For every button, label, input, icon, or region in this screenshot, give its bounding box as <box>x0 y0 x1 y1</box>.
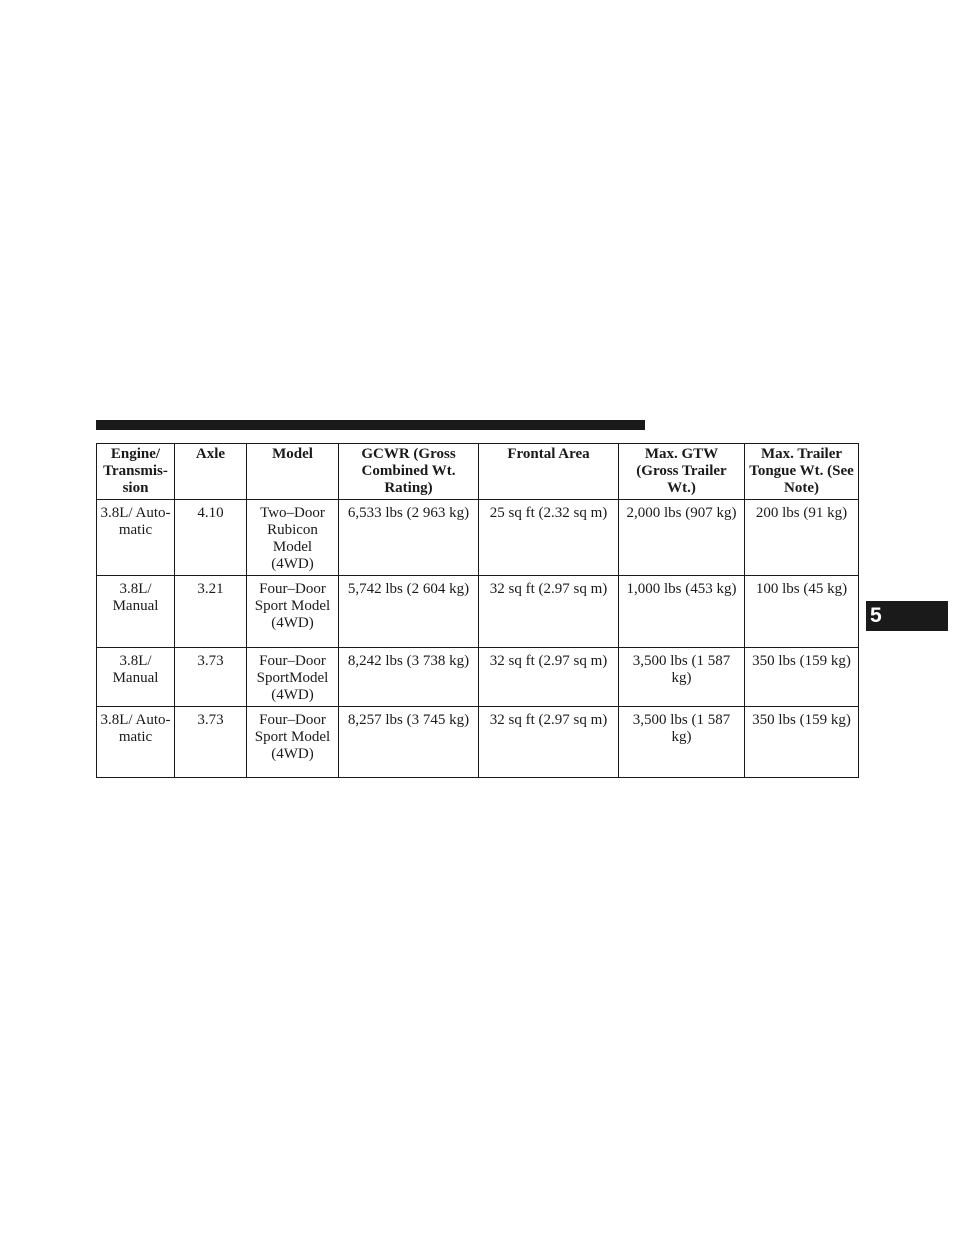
cell-gcwr: 6,533 lbs (2 963 kg) <box>339 500 479 576</box>
table-row <box>97 707 859 778</box>
cell-gcwr: 5,742 lbs (2 604 kg) <box>339 576 479 648</box>
header-gcwr: GCWR (Gross Combined Wt. Rating) <box>339 444 479 500</box>
cell-tongue-weight: 350 lbs (159 kg) <box>745 707 859 778</box>
cell-axle: 4.10 <box>175 500 247 576</box>
cell-axle: 3.73 <box>175 648 247 707</box>
cell-tongue-weight: 350 lbs (159 kg) <box>745 648 859 707</box>
cell-axle: 3.73 <box>175 707 247 778</box>
header-frontal-area: Frontal Area <box>479 444 619 500</box>
cell-gcwr: 8,257 lbs (3 745 kg) <box>339 707 479 778</box>
cell-engine: 3.8L/ Auto- matic <box>97 707 175 778</box>
cell-max-gtw: 3,500 lbs (1 587 kg) <box>619 648 745 707</box>
cell-model: Four–Door Sport Model (4WD) <box>247 707 339 778</box>
cell-frontal-area: 32 sq ft (2.97 sq m) <box>479 648 619 707</box>
cell-axle: 3.21 <box>175 576 247 648</box>
cell-engine: 3.8L/ Manual <box>97 648 175 707</box>
header-max-tongue-weight: Max. Trailer Tongue Wt. (See Note) <box>745 444 859 500</box>
cell-frontal-area: 32 sq ft (2.97 sq m) <box>479 707 619 778</box>
cell-model: Four–Door Sport Model (4WD) <box>247 576 339 648</box>
cell-tongue-weight: 200 lbs (91 kg) <box>745 500 859 576</box>
cell-tongue-weight: 100 lbs (45 kg) <box>745 576 859 648</box>
chapter-number: 5 <box>870 604 882 627</box>
header-model: Model <box>247 444 339 500</box>
cell-model: Two–Door Rubicon Model (4WD) <box>247 500 339 576</box>
header-axle: Axle <box>175 444 247 500</box>
cell-engine: 3.8L/ Auto- matic <box>97 500 175 576</box>
table-row <box>97 576 859 648</box>
cell-frontal-area: 32 sq ft (2.97 sq m) <box>479 576 619 648</box>
cell-max-gtw: 3,500 lbs (1 587 kg) <box>619 707 745 778</box>
cell-model: Four–Door SportModel (4WD) <box>247 648 339 707</box>
cell-max-gtw: 1,000 lbs (453 kg) <box>619 576 745 648</box>
table-row <box>97 648 859 707</box>
cell-gcwr: 8,242 lbs (3 738 kg) <box>339 648 479 707</box>
cell-max-gtw: 2,000 lbs (907 kg) <box>619 500 745 576</box>
section-rule <box>96 420 645 430</box>
table-row <box>97 500 859 576</box>
header-max-gtw: Max. GTW (Gross Trailer Wt.) <box>619 444 745 500</box>
header-engine-transmission: Engine/ Transmis- sion <box>97 444 175 500</box>
table-header-row <box>97 444 859 500</box>
cell-frontal-area: 25 sq ft (2.32 sq m) <box>479 500 619 576</box>
towing-spec-table <box>96 443 859 778</box>
chapter-tab <box>866 601 948 631</box>
cell-engine: 3.8L/ Manual <box>97 576 175 648</box>
